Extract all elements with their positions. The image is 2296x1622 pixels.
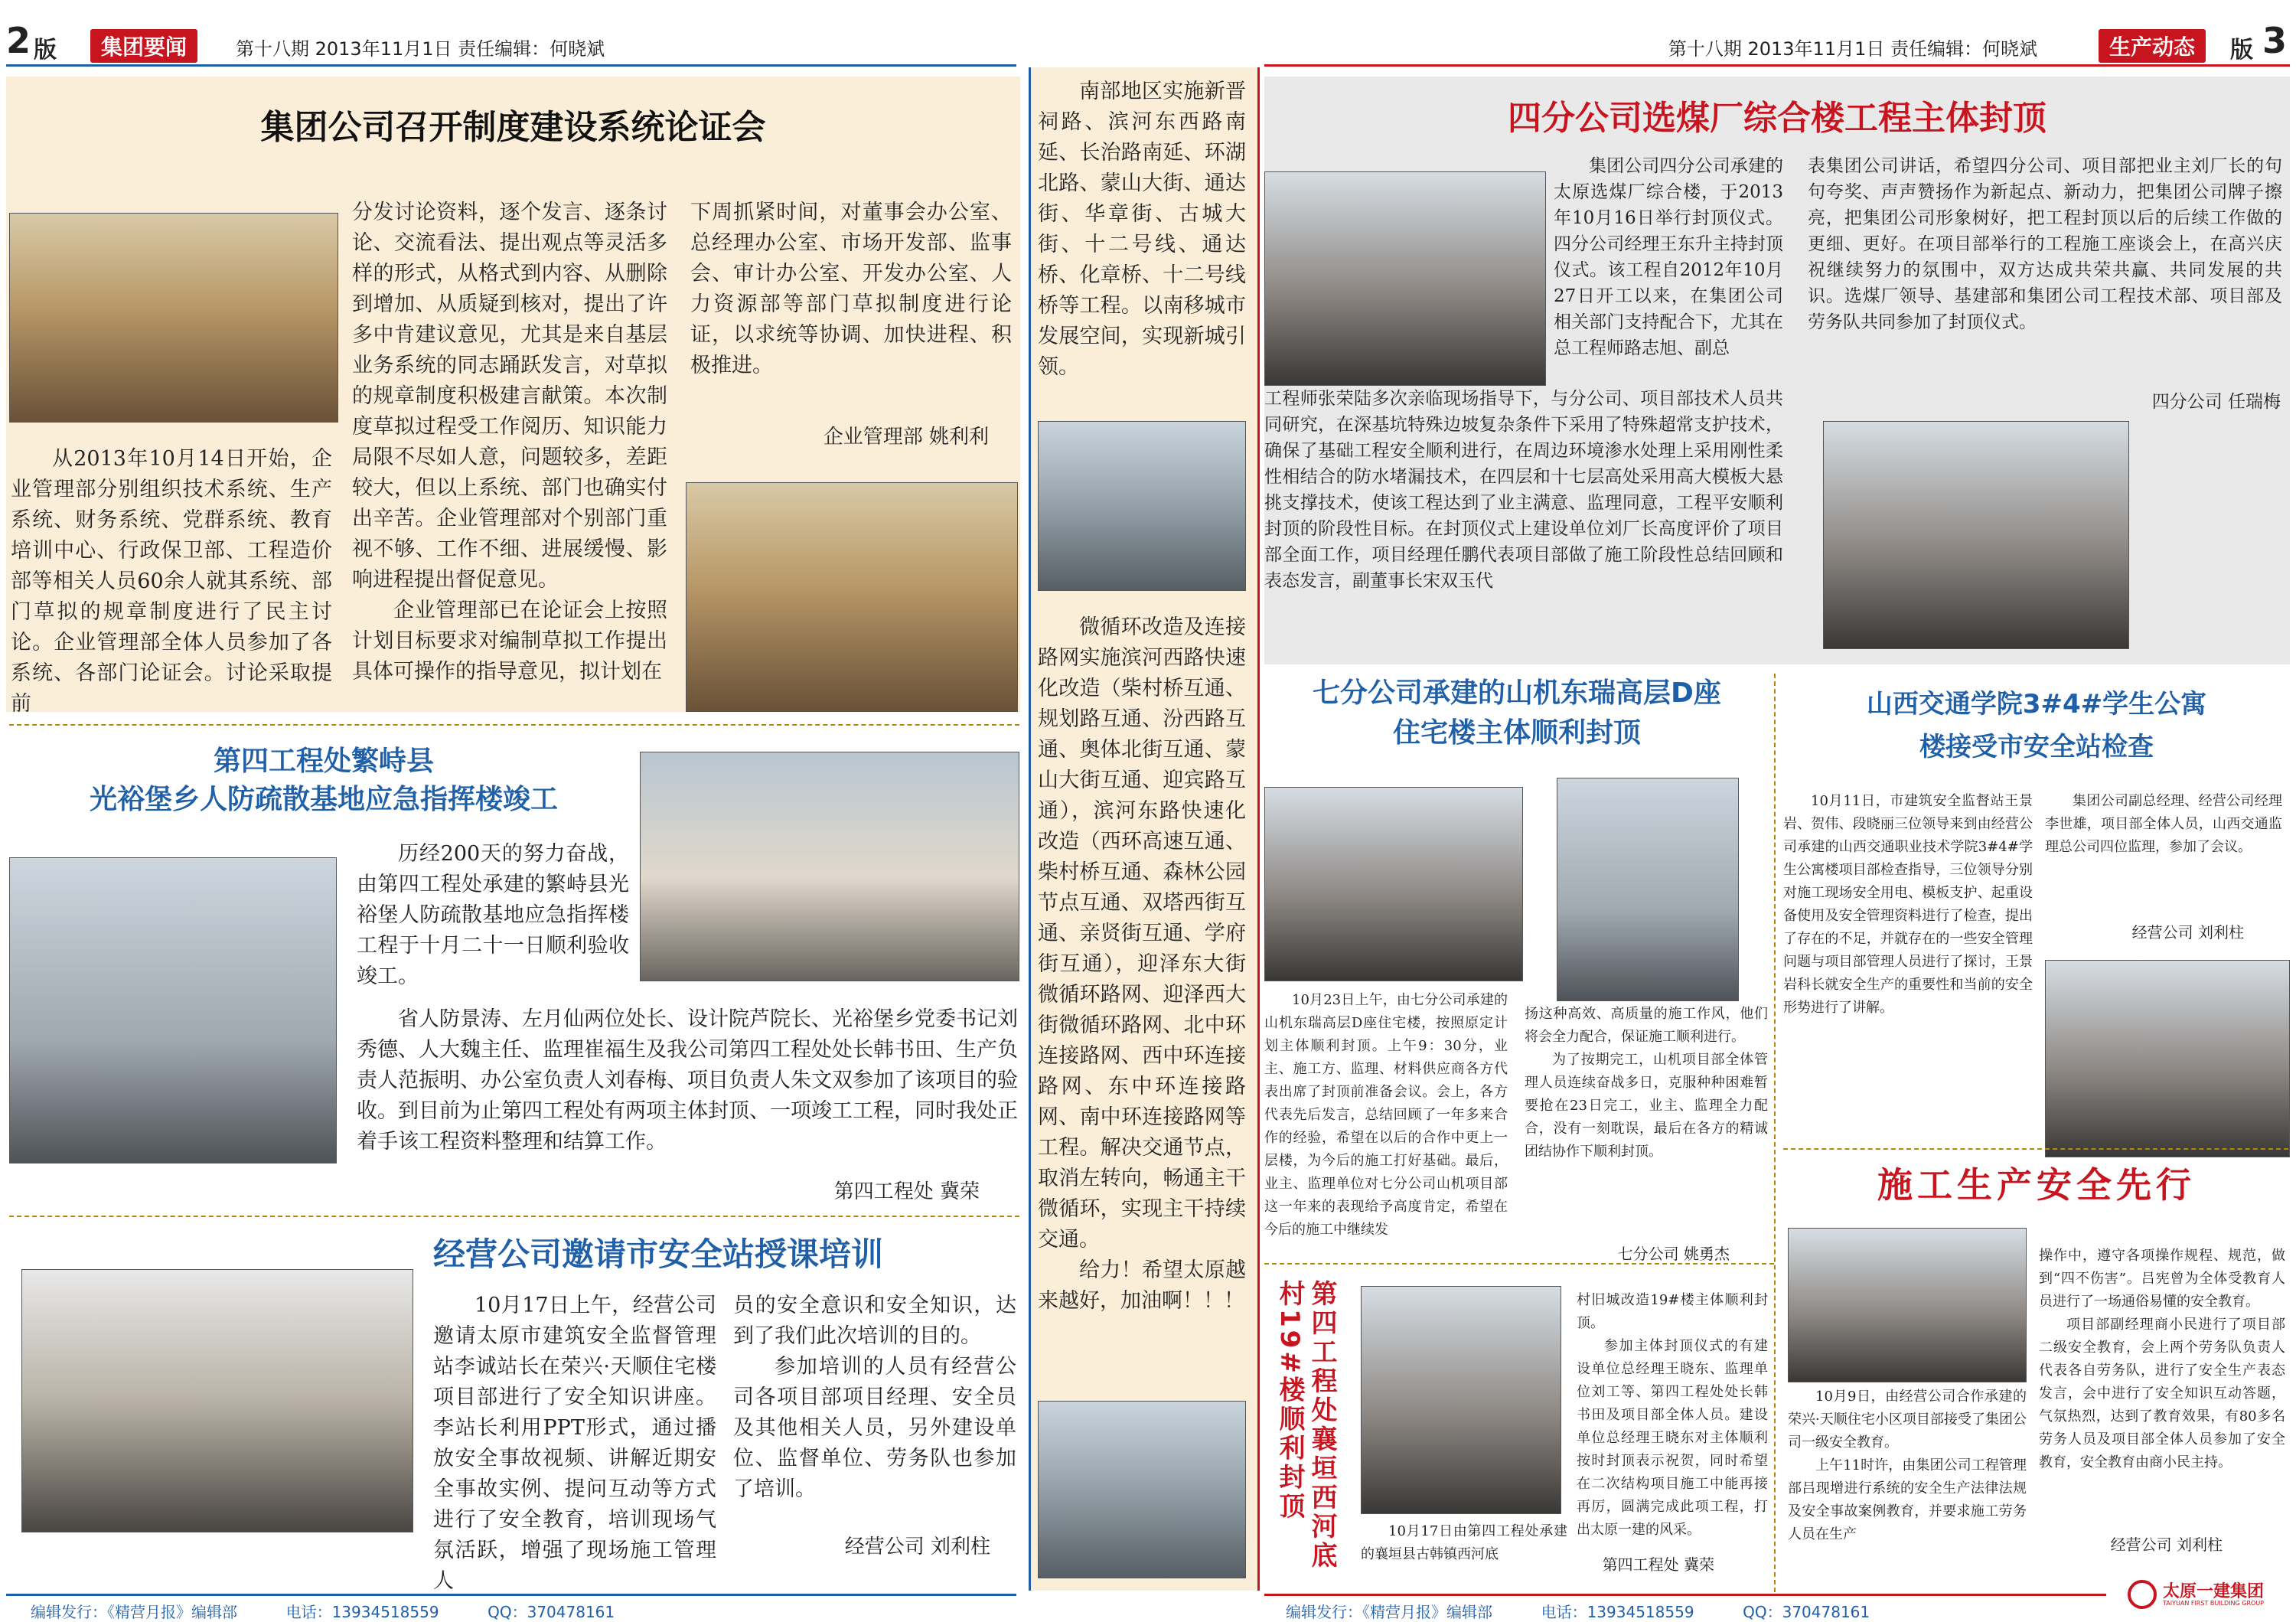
right-section-tag: 生产动态 (2099, 29, 2206, 63)
article-transport-college-title (1783, 683, 2290, 769)
article-xiyuan-byline: 第四工程处 冀荣 (1602, 1555, 1714, 1574)
article-transport-college-p1-box (1783, 790, 2033, 1020)
article-xiyuan-p1: 村旧城改造19#楼主体顺利封顶。 (1577, 1292, 1768, 1331)
article-safety-training-p2: 员的安全意识和安全知识，达到了我们此次培训的目的。 (733, 1294, 1016, 1348)
shanji-tower-photo (1557, 778, 1739, 1001)
right-page-suffix: 版 (2230, 37, 2253, 64)
divider-3 (1264, 1263, 1774, 1265)
article-coal-plant-p2-box (1264, 386, 1783, 594)
article-xiyuan-body (1577, 1289, 1768, 1542)
article-safety-first-p3: 操作中，遵守各项操作规程、规范，做到“四不伤害”。吕宪曾为全体受教育人员进行了一场通俗易懂的安全教育。 (2039, 1248, 2285, 1310)
article-safety-first-p1: 10月9日，由经营公司合作承建的荣兴·天顺住宅小区项目部接受了集团公司一级安全教育。 (1788, 1389, 2027, 1451)
article-system-review-col1 (11, 444, 332, 720)
article-transport-college-title-line1: 山西交通学院3#4#学生公寓 (1866, 689, 2207, 720)
article-command-building-p1: 历经200天的努力奋战，由第四工程处承建的繁峙县光裕堡人防疏散基地应急指挥楼工程于十月二十一日顺利验收竣工。 (357, 842, 629, 988)
article-shanji-p1: 10月23日上午，由七分公司承建的山机东瑞高层D座住宅楼，按照原定计划主体顺利封顶。上午9：30分，业主、施工方、监理、材料供应商各方代表出席了封顶前准备会议。会上，各方代表先后发言，总结回顾了一年多来合作的经验，希望在以后的合作中更上一层楼，为今后的施工打好基础。最后，业主、监理单位对七分公司山机项目部这一年来的表现给予高度肯定，希望在今后的施工中继续发 (1264, 992, 1508, 1238)
article-safety-first-p2: 上午11时许，由集团公司工程管理部吕现增进行系统的安全生产法律法规及安全事故案例教育，并要求施工劳务人员在生产 (1788, 1457, 2027, 1542)
left-header (6, 20, 1032, 64)
article-shanji-byline: 七分公司 姚勇杰 (1617, 1245, 1730, 1263)
middle-column-top (1038, 77, 1246, 383)
middle-column-bottom (1038, 612, 1246, 1317)
groundbreaking-photo (1823, 421, 2129, 649)
xiyuan-ceremony-photo (1361, 1286, 1561, 1514)
right-header (1255, 20, 2290, 64)
article-transport-college-byline: 经营公司 刘利柱 (2131, 923, 2244, 942)
article-command-building-p2-box (357, 1004, 1018, 1157)
article-shanji-p2: 扬这种高效、高质量的施工作风，他们将会全力配合，保证施工顺利进行。 (1525, 1006, 1768, 1045)
divider-2 (9, 1216, 1019, 1217)
footer-right: 编辑发行：《精营月报》编辑部 电话：13934518559 QQ：370478161 (1286, 1603, 1870, 1621)
header-rule-right (1264, 64, 2290, 67)
article-system-review-p1: 从2013年10月14日开始，企业管理部分别组织技术系统、生产系统、财务系统、党群系统、教育培训中心、行政保卫部、工程造价部等相关人员60余人就其系统、部门草拟的规章制度进行了民主讨论。企业管理部全体人员参加了各系统、各部门论证会。讨论采取提前 (11, 447, 332, 716)
article-safety-first-p4: 项目部副经理商小民进行了项目部二级安全教育，会上两个劳务队负责人代表各自劳务队，进行了安全生产表态发言，会中进行了安全知识互动答题，气氛热烈，达到了教育效果，有80多名劳务人员及项目部全体人员参加了安全教育，安全教育由商小民主持。 (2039, 1317, 2285, 1470)
article-safety-training-title: 经营公司邀请市安全站授课培训 (432, 1235, 883, 1273)
article-coal-plant-p3: 表集团公司讲话，希望四分公司、项目部把业主刘厂长的句句夸奖、声声赞扬作为新起点、新动力，把集团公司牌子擦亮，把集团公司形象树好，把工程封顶以后的后续工作做的更细、更好。在项目部举行的工程施工座谈会上，在高兴庆祝继续努力的氛围中，双方达成共荣共赢、共同发展的共识。选煤厂领导、基建部和集团公司工程技术部、项目部及劳务队共同参加了封顶仪式。 (1808, 156, 2282, 332)
divider-4 (1783, 1148, 2288, 1150)
article-safety-first-col1 (1788, 1385, 2027, 1546)
article-xiyuan-caption: 10月17日由第四工程处承建的襄垣县古韩镇西河底 (1361, 1523, 1567, 1562)
article-shanji-p1-box (1264, 989, 1508, 1242)
article-coal-plant-byline: 四分公司 任瑞梅 (2151, 392, 2281, 412)
right-header-info: 第十八期 2013年11月1日 责任编辑：何晓斌 (1668, 38, 2037, 60)
interchange-photo (1038, 1401, 1246, 1578)
article-xiyuan-title: 第四工程处襄垣西河底村19#楼顺利封顶 (1274, 1280, 1337, 1571)
article-xiyuan-p2: 参加主体封顶仪式的有建设单位总经理王晓东、监理单位刘工等、第四工程处处长韩书田及项目部全体人员。建设单位总经理王晓东对主体顺利按时封顶表示祝贺，同时希望在二次结构项目施工中能再接再厉，圆满完成此项工程，打出太原一建的风采。 (1577, 1338, 1768, 1538)
article-command-building-title-line1: 第四工程处繁峙县 (213, 746, 434, 777)
article-coal-plant-p2: 工程师张荣陆多次亲临现场指导下，与分公司、项目部技术人员共同研究，在深基坑特殊边坡复杂条件下采用了特殊超常支护技术，确保了基础工程安全顺利进行，在周边环境渗水处理上采用刚性柔性相结合的防水堵漏技术，在四层和十七层高处采用高大模板大悬挑支撑技术，使该工程达到了业主满意、监理同意，工程平安顺利封顶的阶段性目标。在封顶仪式上建设单位刘厂长高度评价了项目部全面工作，项目经理任鹏代表项目部做了施工阶段性总结回顾和表态发言，副董事长宋双玉代 (1264, 389, 1783, 591)
left-header-info: 第十八期 2013年11月1日 责任编辑：何晓斌 (236, 38, 605, 60)
shanji-ceremony-photo (1264, 787, 1523, 981)
footer-logo-cn: 太原一建集团 (2163, 1582, 2265, 1601)
article-safety-training-col1 (433, 1291, 716, 1597)
footer-left: 编辑发行：《精营月报》编辑部 电话：13934518559 QQ：370478161 (31, 1603, 615, 1621)
article-shanji-title (1264, 674, 1769, 753)
article-command-building-p2: 省人防景涛、左月仙两位处长、设计院芦院长、光裕堡乡党委书记刘秀德、人大魏主任、监理崔福生及我公司第四工程处处长韩书田、生产负责人范振明、办公室负责人刘春梅、项目负责人朱文双参加了该项目的验收。到目前为止第四工程处有两项主体封顶、一项竣工工程，同时我处正着手该工程资料整理和结算工作。 (357, 1007, 1018, 1154)
article-system-review-p4: 下周抓紧时间，对董事会办公室、总经理办公室、市场开发部、监事会、审计办公室、开发办公室、人力资源部等部门草拟制度进行论证，以求统等协调、加快进程、积极推进。 (690, 201, 1012, 377)
training-session-photo (21, 1269, 413, 1532)
group-logo-icon (2128, 1580, 2157, 1609)
article-command-building-byline: 第四工程处 冀荣 (833, 1180, 980, 1203)
article-system-review-col3 (690, 197, 1012, 381)
divider-v-right (1774, 674, 1776, 1592)
article-safety-training-p1: 10月17日上午，经营公司邀请太原市建筑安全监督管理站李诚站长在荣兴·天顺住宅楼项目部进行了安全知识讲座。李站长利用PPT形式，通过播放安全事故视频、讲解近期安全事故实例、提问互动等方式进行了安全教育，培训现场气氛活跃，增强了现场施工管理人 (433, 1294, 716, 1593)
article-transport-college-p1: 10月11日，市建筑安全监督站王景岩、贺伟、段晓丽三位领导来到由经营公司承建的山西交通职业技术学院3#4#学生公寓楼项目部检查指导，三位领导分别对施工现场安全用电、模板支护、起重设备使用及安全管理资料进行了检查，提出了存在的不足，并就存在的一些安全管理问题与项目部管理人员进行了探讨，王景岩科长就安全生产的重要性和当前的安全形势进行了讲解。 (1783, 793, 2033, 1016)
article-safety-first-col2 (2039, 1245, 2285, 1474)
article-command-building-p1-box (357, 839, 629, 992)
article-coal-plant-p1: 集团公司四分公司承建的太原选煤厂综合楼，于2013年10月16日举行封顶仪式。四分公司经理王东升主持封顶仪式。该工程自2012年10月27日开工以来，在集团公司相关部门支持配合下，尤其在总工程师路志旭、副总 (1554, 156, 1783, 358)
article-shanji-title-line1: 七分公司承建的山机东瑞高层D座 (1313, 677, 1721, 709)
article-transport-college-p2: 集团公司副总经理、经营公司经理李世雄，项目部全体人员，山西交通监理总公司四位监理，参加了会议。 (2045, 793, 2282, 855)
footer-logo (2128, 1577, 2291, 1614)
article-system-review-byline: 企业管理部 姚利利 (823, 426, 989, 449)
article-safety-first-byline: 经营公司 刘利柱 (2110, 1536, 2223, 1554)
article-safety-training-byline: 经营公司 刘利柱 (844, 1536, 990, 1558)
article-system-review-p3: 企业管理部已在论证会上按照计划目标要求对编制草拟工作提出具体可操作的指导意见，拟计划在 (352, 599, 667, 684)
article-safety-training-col2 (733, 1291, 1016, 1505)
article-shanji-p2-box (1525, 1003, 1768, 1163)
safety-inspection-photo (2045, 960, 2290, 1157)
article-coal-plant-p3-box (1808, 153, 2282, 335)
rooftop-inspection-photo (640, 752, 1019, 981)
article-safety-first-title: 施工生产安全先行 (1877, 1164, 2196, 1206)
seminar-photo (686, 482, 1018, 712)
article-system-review-p2: 分发讨论资料，逐个发言、逐条讨论、交流看法、提出观点等灵活多样的形式，从格式到内容、从删除到增加、从质疑到核对，提出了许多中肯建议意见，尤其是来自基层业务系统的同志踊跃发言，对草拟的规章制度积极建言献策。本次制度草拟过程受工作阅历、知识能力局限不尽如人意，问题较多，差距较大，但以上系统、部门也确实付出辛苦。企业管理部对个别部门重视不够、工作不细、进展缓慢、影响进程提出督促意见。 (352, 201, 667, 592)
left-page-number: 2 (6, 20, 31, 61)
overpass-photo (1038, 421, 1246, 591)
footer-logo-en: TAIYUAN FIRST BUILDING GROUP (2163, 1600, 2265, 1607)
article-safety-training-p3: 参加培训的人员有经营公司各项目部项目经理、安全员及其他相关人员，另外建设单位、监督单位、劳务队也参加了培训。 (733, 1355, 1016, 1501)
right-page-number: 3 (2262, 20, 2287, 61)
middle-column-p1: 南部地区实施新晋祠路、滨河东西路南延、长治路南延、环湖北路、蒙山大街、通达街、华章街、古城大街、十二号线、通达桥、化章桥、十二号线桥等工程。以南移城市发展空间，实现新城引领。 (1038, 80, 1246, 379)
divider-1 (9, 724, 1019, 726)
article-system-review-col2 (352, 197, 667, 687)
left-page-suffix: 版 (34, 37, 57, 64)
command-building-photo (9, 857, 337, 1163)
footer-rule-left (6, 1594, 1016, 1596)
topping-ceremony-photo (1264, 171, 1546, 386)
safety-first-photo (1788, 1228, 2027, 1382)
article-command-building-title-line2: 光裕堡乡人防疏散基地应急指挥楼竣工 (89, 784, 558, 815)
header-rule-left (6, 64, 1016, 67)
meeting-room-photo (9, 213, 338, 423)
article-coal-plant-title: 四分公司选煤厂综合楼工程主体封顶 (1508, 99, 2047, 138)
article-transport-college-p2-box (2045, 790, 2282, 859)
article-system-review-title: 集团公司召开制度建设系统论证会 (260, 108, 766, 147)
middle-column-p3: 给力！希望太原越来越好，加油啊！！！ (1038, 1258, 1246, 1313)
left-section-tag: 集团要闻 (90, 29, 197, 63)
footer-rule-right (1264, 1594, 2106, 1596)
article-transport-college-title-line2: 楼接受市安全站检查 (1919, 732, 2154, 762)
article-coal-plant-p1-box (1554, 153, 1783, 361)
article-command-building-title (6, 742, 641, 819)
article-shanji-title-line2: 住宅楼主体顺利封顶 (1392, 717, 1641, 749)
article-shanji-p3: 为了按期完工，山机项目部全体管理人员连续奋战多日，克服种种困难暂要抢在23日完工，业主、监理全力配合，没有一刻耽误，最后在各方的精诚团结协作下顺利封顶。 (1525, 1052, 1768, 1160)
middle-column-p2: 微循环改造及连接路网实施滨河西路快速化改造（柴村桥互通、规划路互通、汾西路互通、奥体北街互通、蒙山大街互通、迎宾路互通），滨河东路快速化改造（西环高速互通、柴村桥互通、森林公园节点互通、双塔西街互通、亲贤街互通、学府街互通），迎泽东大街微循环路网、迎泽西大街微循环路网、北中环连接路网、西中环连接路网、东中环连接路网、南中环连接路网等工程。解决交通节点，取消左转向，畅通主干微循环，实现主干持续交通。 (1038, 615, 1246, 1252)
